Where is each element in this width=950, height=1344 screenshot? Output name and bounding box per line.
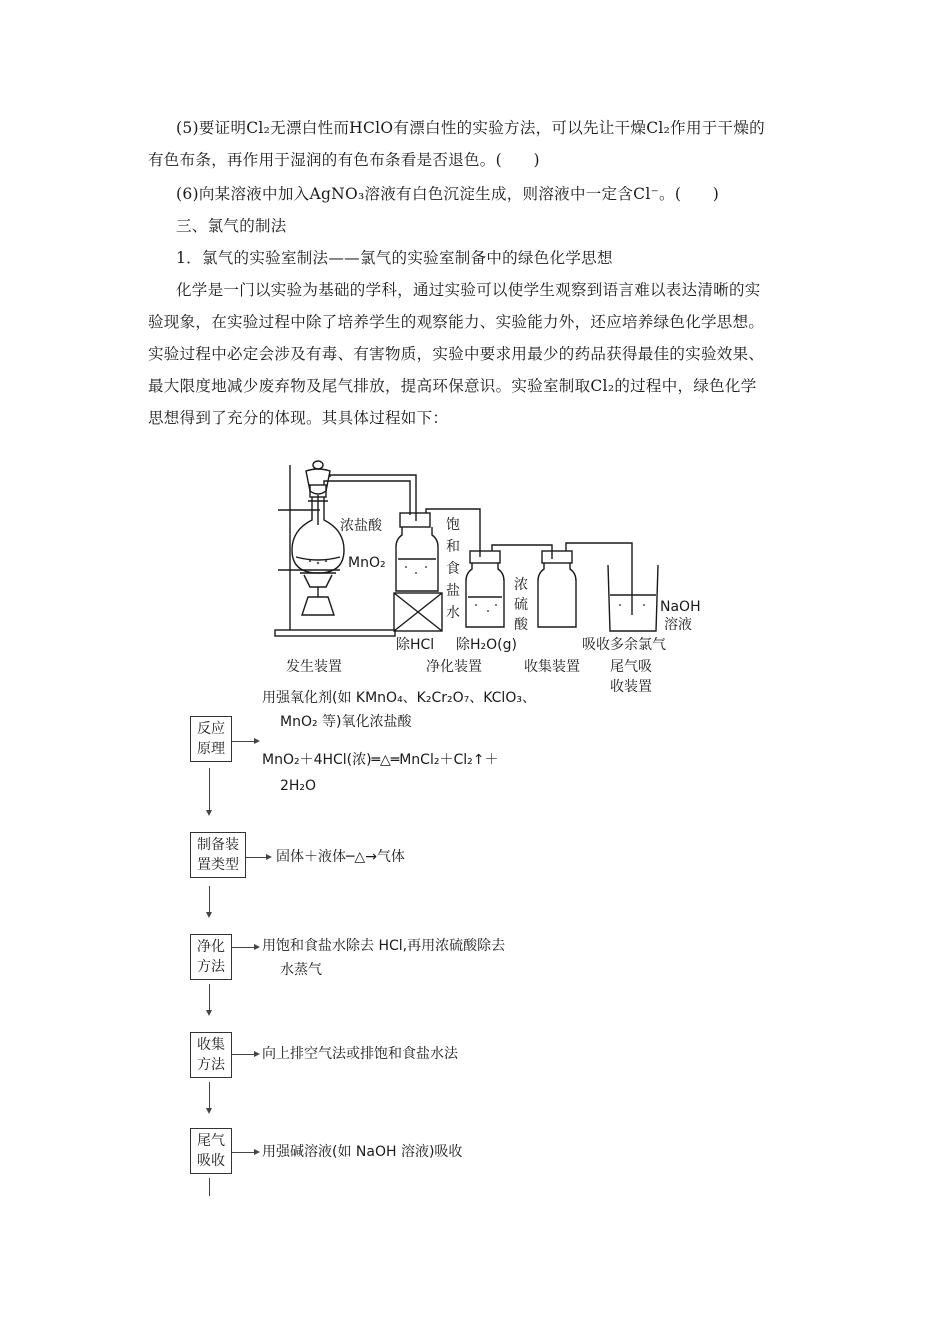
flow-box-collection (190, 1032, 232, 1078)
paragraph-line-2: 验现象，在实验过程中除了培养学生的观察能力、实验能力外，还应培养绿色化学思想。 (148, 313, 765, 331)
label-conc-hcl: 浓盐酸 (340, 518, 382, 534)
flow-box-5-line-1: 尾气 (197, 1133, 225, 1149)
question-6: (6)向某溶液中加入AgNO₃溶液有白色沉淀生成，则溶液中一定含Cl⁻。( ) (176, 185, 720, 203)
label-purifier: 净化装置 (426, 659, 482, 675)
beaker-naoh (608, 565, 658, 631)
section-heading: 三、氯气的制法 (176, 217, 287, 235)
flow-text-1-line-1: 用强氧化剂(如 KMnO₄、K₂Cr₂O₇、KClO₃、 (262, 690, 536, 706)
flow-box-tail-gas (190, 1128, 232, 1174)
flow-box-3-line-1: 净化 (197, 939, 225, 955)
flow-vline-3 (209, 984, 210, 1012)
flow-box-5-line-2: 吸收 (197, 1153, 225, 1169)
label-h2so4-2: 硫 (514, 597, 528, 613)
flow-arrow-4 (254, 1051, 260, 1057)
flow-arrow-3 (254, 944, 260, 950)
flow-down-arrow-1 (206, 810, 212, 816)
flow-box-apparatus-type (190, 832, 246, 878)
flow-vline-5 (209, 1178, 210, 1196)
flow-box-4-line-2: 方法 (197, 1057, 225, 1073)
funnel-stopper (313, 461, 323, 469)
flow-box-1-line-2: 原理 (197, 741, 225, 757)
section-subheading: 1．氯气的实验室制法——氯气的实验室制备中的绿色化学思想 (176, 249, 613, 267)
bottle-1-stopper (400, 513, 430, 527)
label-brine-3: 食 (446, 561, 460, 577)
stand-base (275, 630, 395, 636)
flow-text-3-line-1: 用饱和食盐水除去 HCl,再用浓硫酸除去 (262, 938, 506, 954)
paragraph-line-1: 化学是一门以实验为基础的学科，通过实验可以使学生观察到语言难以表达清晰的实 (176, 281, 761, 299)
label-brine-4: 盐 (446, 583, 460, 599)
bottle-3-stopper (542, 551, 572, 563)
flow-box-2-line-1: 制备装 (197, 837, 239, 853)
flow-box-4-line-1: 收集 (197, 1037, 225, 1053)
flow-text-5: 用强碱溶液(如 NaOH 溶液)吸收 (262, 1144, 463, 1160)
flow-down-arrow-2 (206, 912, 212, 918)
flow-arrow-5 (254, 1149, 260, 1155)
flow-box-reaction-principle (190, 716, 232, 762)
flow-vline-4 (209, 1082, 210, 1110)
chlorine-apparatus-diagram (270, 455, 720, 695)
label-brine-2: 和 (446, 539, 460, 555)
flow-connector-2 (246, 857, 268, 858)
burner-gauze (304, 575, 332, 587)
label-tail-1: 尾气吸 (610, 659, 652, 675)
flow-arrow-2 (266, 854, 272, 860)
flow-text-1-line-2: MnO₂ 等)氧化浓盐酸 (280, 714, 412, 730)
flow-box-3-line-2: 方法 (197, 959, 225, 975)
label-tail-2: 收装置 (610, 679, 652, 695)
flow-vline-2 (209, 886, 210, 914)
label-generator: 发生装置 (286, 659, 342, 675)
flow-text-2: 固体＋液体─△→气体 (276, 849, 405, 865)
question-5-line-1: (5)要证明Cl₂无漂白性而HClO有漂白性的实验方法，可以先让干燥Cl₂作用于干燥的 (176, 119, 765, 137)
flow-box-2-line-2: 置类型 (197, 857, 239, 873)
question-5-line-2: 有色布条，再作用于湿润的有色布条看是否退色。( ) (148, 151, 540, 169)
label-h2so4-3: 酸 (514, 617, 528, 633)
flow-vline-1 (209, 768, 210, 812)
label-mno2: MnO₂ (348, 555, 386, 571)
paragraph-line-5: 思想得到了充分的体现。其具体过程如下： (148, 409, 449, 427)
flow-box-purification (190, 934, 232, 980)
flow-text-4: 向上排空气法或排饱和食盐水法 (262, 1046, 458, 1062)
label-remove-h2o: 除H₂O(g) (456, 637, 517, 653)
bottle-3-collector (538, 563, 576, 627)
label-collector: 收集装置 (524, 659, 580, 675)
paragraph-line-4: 最大限度地减少废弃物及尾气排放，提高环保意识。实验室制取Cl₂的过程中，绿色化学 (148, 377, 757, 395)
flow-down-arrow-3 (206, 1010, 212, 1016)
label-remove-hcl: 除HCl (396, 637, 435, 653)
paragraph-line-3: 实验过程中必定会涉及有毒、有害物质，实验中要求用最少的药品获得最佳的实验效果、 (148, 345, 765, 363)
flow-down-arrow-4 (206, 1108, 212, 1114)
flow-box-1-line-1: 反应 (197, 721, 225, 737)
label-naoh-2: 溶液 (664, 617, 692, 633)
bottle-2-conc-sulfuric-acid (466, 563, 504, 627)
label-h2so4-1: 浓 (514, 577, 528, 593)
alcohol-lamp (302, 597, 334, 615)
flow-equation-line-2: 2H₂O (280, 778, 317, 794)
label-naoh-1: NaOH (660, 599, 701, 615)
label-brine-5: 水 (446, 605, 460, 621)
label-absorb-chlorine: 吸收多余氯气 (582, 637, 666, 653)
flow-arrow-1 (254, 738, 260, 744)
bottle-2-stopper (470, 551, 500, 563)
flow-text-3-line-2: 水蒸气 (280, 962, 322, 978)
label-brine-1: 饱 (446, 517, 460, 533)
flow-equation-line-1: MnO₂＋4HCl(浓)═△═MnCl₂＋Cl₂↑＋ (262, 752, 499, 768)
